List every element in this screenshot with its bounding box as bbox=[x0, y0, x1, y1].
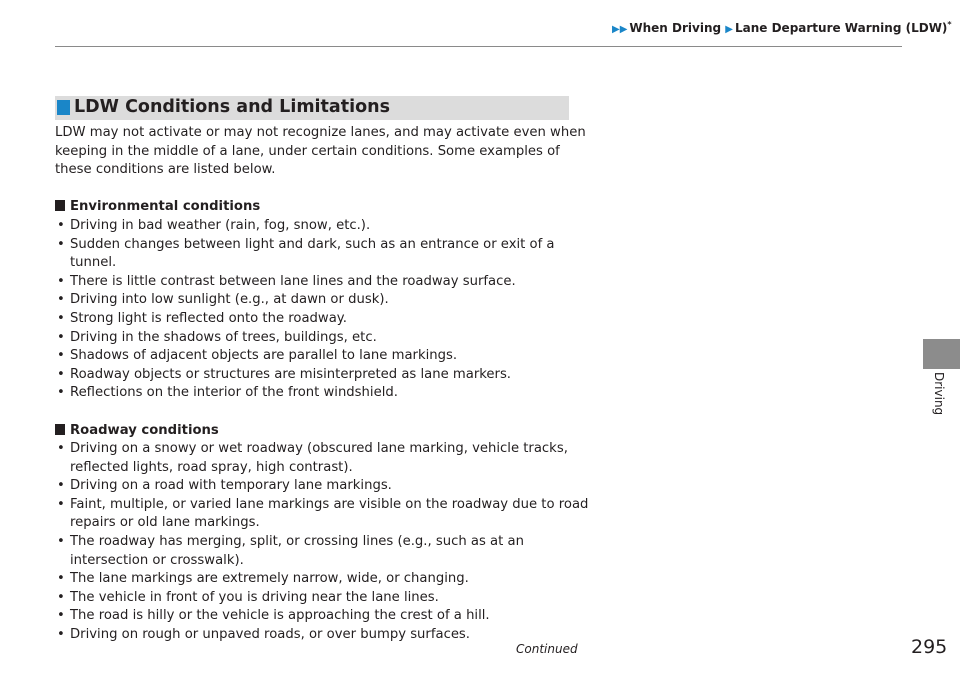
list-item: • Reflections on the interior of the front windshield. bbox=[55, 384, 595, 403]
list-item: • The road is hilly or the vehicle is approaching the crest of a hill. bbox=[55, 607, 595, 626]
list-item: • Strong light is reflected onto the roadway. bbox=[55, 310, 595, 329]
list-item: • Roadway objects or structures are misinterpreted as lane markers. bbox=[55, 366, 595, 385]
chapter-label bbox=[924, 368, 960, 428]
option-marker: * bbox=[947, 20, 952, 29]
intro-paragraph: LDW may not activate or may not recognize lanes, and may activate even when keeping in the middle of a lane, under certain conditions. Some examples of these conditions are listed below. bbox=[55, 125, 586, 178]
environmental-list bbox=[55, 217, 595, 403]
list-item: • Driving on rough or unpaved roads, or over bumpy surfaces. bbox=[55, 626, 595, 645]
chapter-tab[interactable] bbox=[923, 339, 960, 369]
triangle-right-icon: ▶ bbox=[725, 24, 733, 35]
page-body bbox=[55, 124, 595, 645]
list-item: • Driving in bad weather (rain, fog, snow, etc.). bbox=[55, 217, 595, 236]
list-item: • Driving on a road with temporary lane markings. bbox=[55, 477, 595, 496]
list-item: • Driving into low sunlight (e.g., at dawn or dusk). bbox=[55, 291, 595, 310]
list-item: • Faint, multiple, or varied lane markings are visible on the roadway due to road repairs or old lane markings. bbox=[55, 496, 595, 533]
breadcrumb bbox=[612, 20, 952, 35]
environmental-heading bbox=[55, 198, 595, 217]
list-item: • Driving on a snowy or wet roadway (obscured lane marking, vehicle tracks, reflected lights, road spray, high contrast). bbox=[55, 440, 595, 477]
list-item: • Shadows of adjacent objects are parallel to lane markings. bbox=[55, 347, 595, 366]
roadway-heading-text: Roadway conditions bbox=[70, 422, 219, 438]
section-square-icon bbox=[57, 100, 70, 115]
list-item: • The roadway has merging, split, or crossing lines (e.g., such as at an intersection or crosswalk). bbox=[55, 533, 595, 570]
breadcrumb-ldw[interactable]: Lane Departure Warning (LDW) bbox=[734, 21, 948, 35]
roadway-heading bbox=[55, 422, 595, 441]
environmental-heading-text: Environmental conditions bbox=[70, 199, 261, 215]
page-number: 295 bbox=[911, 636, 948, 658]
section-header bbox=[55, 96, 569, 120]
list-item: • There is little contrast between lane lines and the roadway surface. bbox=[55, 273, 595, 292]
list-item: • The vehicle in front of you is driving near the lane lines. bbox=[55, 589, 595, 608]
heading-square-icon bbox=[55, 424, 65, 435]
chapter-label-text: Driving bbox=[932, 372, 946, 416]
breadcrumb-when-driving[interactable]: When Driving bbox=[629, 21, 722, 35]
header-divider bbox=[55, 46, 902, 47]
continued-note: Continued bbox=[516, 642, 578, 656]
roadway-list bbox=[55, 440, 595, 645]
heading-square-icon bbox=[55, 200, 65, 211]
section-title: LDW Conditions and Limitations bbox=[74, 97, 390, 117]
list-item: • Sudden changes between light and dark, such as an entrance or exit of a tunnel. bbox=[55, 236, 595, 273]
list-item: • The lane markings are extremely narrow, wide, or changing. bbox=[55, 570, 595, 589]
list-item: • Driving in the shadows of trees, buildings, etc. bbox=[55, 329, 595, 348]
triangle-right-icon: ▶▶ bbox=[612, 24, 628, 35]
